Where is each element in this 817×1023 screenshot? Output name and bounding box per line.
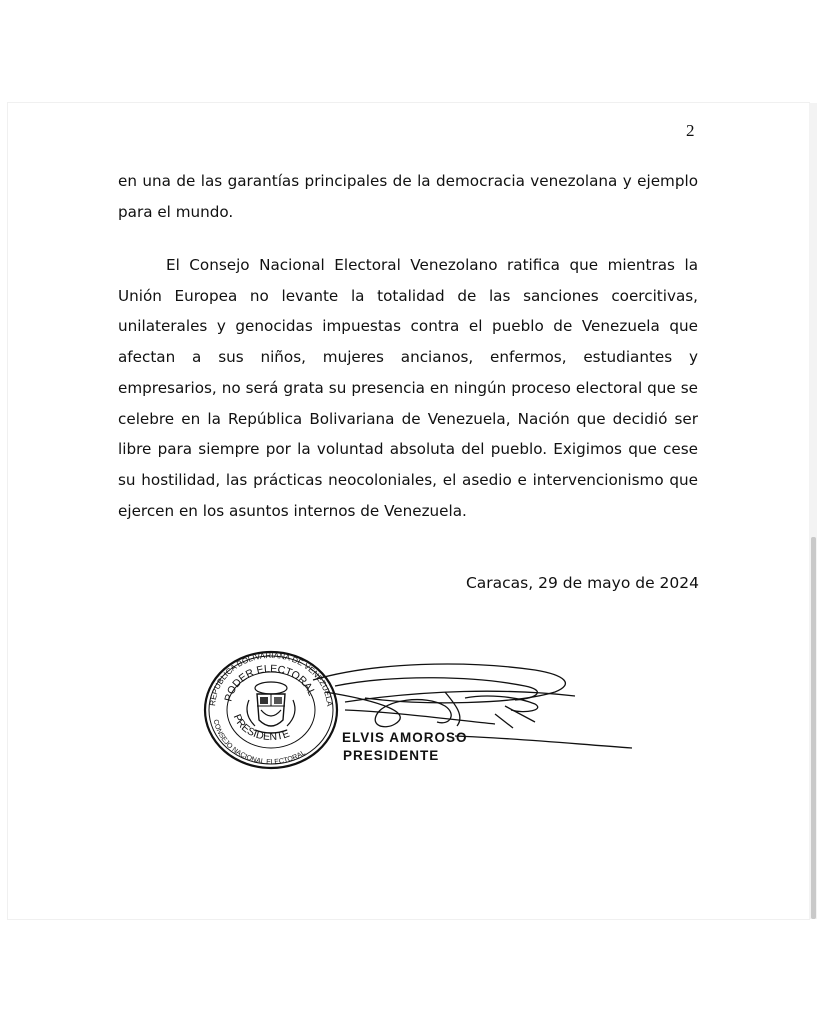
coat-of-arms-icon [247,682,295,733]
seal-upper-text: PODER ELECTORAL [222,662,318,703]
place-date: Caracas, 29 de mayo de 2024 [465,574,699,592]
paragraph-continuation: en una de las garantías principales de la democracia venezolana y ejemplo para el mundo. [118,172,698,221]
paragraph-main: El Consejo Nacional Electoral Venezolano ratifica que mientras la Unión Europea no levante la totalidad de las sanciones coercitivas, unilaterales y genocidas impuestas contra el pueblo de Venezuela que afectan a sus niños, mujeres ancianos, enfermos, estudiantes y empresarios, no será grata su presencia en ningún proceso electoral que se celebre en la República Bolivariana de Venezuela, Nación que decidió ser libre para siempre por la voluntad absoluta del pueblo. Exigimos que cese su hostilidad, las prácticas neocoloniales, el asedio e intervencionismo que ejercen en los asuntos internos de Venezuela. [118,256,698,520]
signer-role: PRESIDENTE [343,748,440,763]
seal-bottom-text: CONSEJO NACIONAL ELECTORAL [211,718,307,767]
seal-outer-text: REPUBLICA BOLIVARIANA DE VENEZUELA [207,650,335,707]
signer-name: ELVIS AMOROSO [342,730,468,745]
official-seal-icon [205,651,337,768]
page-number: 2 [686,121,695,140]
seal-lower-text: PRESIDENTE [230,712,292,744]
scrollbar-thumb[interactable] [811,537,816,919]
